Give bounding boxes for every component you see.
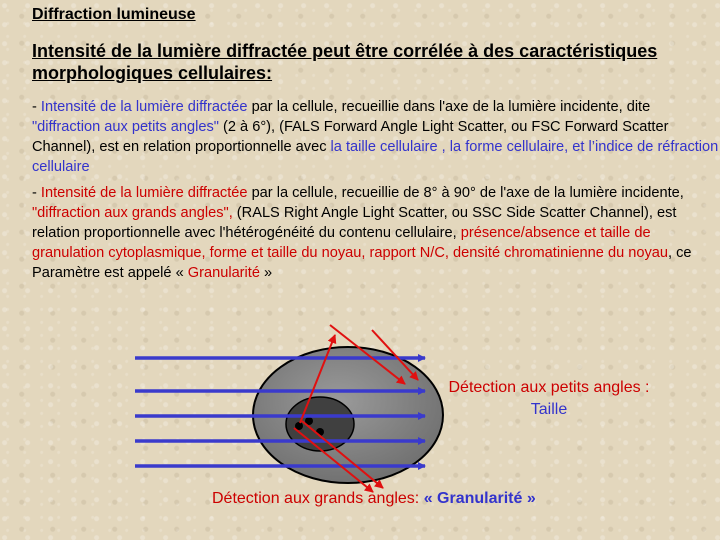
page-title: Diffraction lumineuse (32, 6, 196, 23)
p2-quote-open: « (175, 265, 188, 281)
p2-dash: - (32, 185, 41, 201)
p2-intensite: Intensité de la lumière diffractée (40, 185, 248, 201)
p2-features: présence/absence et taille de granulation cytoplasmique, forme et taille du noyau, rapport N/C, densité chromatinienne du noyau (32, 225, 669, 261)
page-subtitle: Intensité de la lumière diffractée peut être corrélée à des caractéristiques morphologiques cellulaires: (32, 41, 658, 83)
p1-dash: - (32, 99, 41, 115)
p1-small-angles: "diffraction aux petits angles" (32, 119, 219, 135)
label-large-angles-value: « Granularité » (423, 490, 536, 507)
label-small-angles-value: Taille (530, 401, 568, 418)
label-large-angles (212, 490, 536, 508)
p2-granularite: Granularité (187, 265, 260, 281)
p2-text-2: (RALS Right Angle Light Scatter, ou SSC Side Scatter Channel), est relation proportionnelle avec l'hétérogénéité du contenu cellulaire, (32, 205, 677, 241)
p1-taille: la taille cellulaire , (330, 139, 446, 155)
p1-text-1: par la cellule, recueillie dans l'axe de la lumière incidente, dite (247, 99, 651, 115)
p2-large-angles: "diffraction aux grands angles", (32, 205, 233, 221)
p1-forme: la forme cellulaire, et l’indice de réfraction cellulaire (32, 139, 719, 175)
label-large-angles-text: Détection aux grands angles: (212, 490, 424, 507)
label-small-angles-text: Détection aux petits angles : (448, 379, 650, 396)
p2-text-3: , ce Paramètre est appelé (32, 245, 692, 281)
paragraph-forward-scatter (32, 97, 720, 177)
paragraph-side-scatter (32, 183, 720, 283)
p2-quote-close: » (259, 265, 273, 281)
p1-text-2: (2 à 6°), (FALS Forward Angle Light Scatter, ou FSC Forward Scatter Channel), est en relation proportionnelle avec (32, 119, 669, 155)
label-small-angles (433, 377, 665, 421)
p1-intensite: Intensité de la lumière diffractée (40, 99, 248, 115)
p2-text-1: par la cellule, recueillie de 8° à 90° de l'axe de la lumière incidente, (247, 185, 684, 201)
